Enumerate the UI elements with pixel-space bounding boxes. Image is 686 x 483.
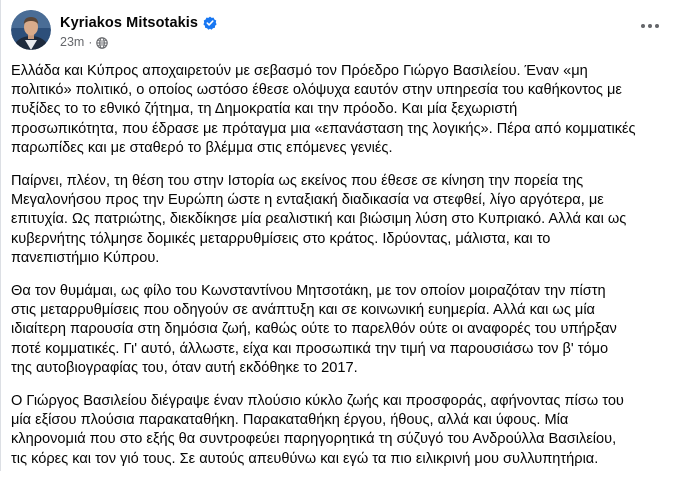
post-paragraph-2: Παίρνει, πλέον, τη θέση του στην Ιστορία ως εκείνος που έθεσε σε κίνηση την πορεία της Μεγαλονήσου προς την Ευρώπη ώστε η ενταξιακή διαδικασία να στεφθεί, λίγο αργότερα, με επιτυχία. Ως πατριώτης, διεκδίκησε μία ρεαλιστική και βιώσιμη λύση στο Κυπριακό. Αλλά και ως κυβερνήτης τόλμησε δομικές μεταρρυθμίσεις στο κράτος. Ιδρύοντας, μάλιστα, και το πανεπιστήμιο Κύπρου.	[11, 173, 627, 266]
post-timestamp[interactable]: 23m	[60, 35, 85, 49]
globe-icon[interactable]	[96, 36, 108, 48]
verified-badge-icon	[203, 16, 217, 30]
post-paragraph-3: Θα τον θυμάμαι, ως φίλο του Κωνσταντίνου Μητσοτάκη, με τον οποίον μοιραζόταν την πίστη στις μεταρρυθμίσεις που οδηγούν σε ανάπτυξη και σε κοινωνική ευημερία. Αλλά και ως μία ιδιαίτερη παρουσία στη δημόσια ζωή, καθώς ούτε το παρελθόν ούτε οι αναφορές του υπήρξαν ποτέ κομματικές. Γι' αυτό, άλλωστε, είχα και προσωπικά την τιμή να παρουσιάσω τον β' τόμο της αυτοβιογραφίας του, όταν αυτή εκδόθηκε το 2017.	[11, 283, 617, 376]
separator-dot: ·	[88, 35, 93, 49]
avatar-photo	[11, 10, 51, 50]
post-paragraph-4: Ο Γιώργος Βασιλείου διέγραψε έναν πλούσιο κύκλο ζωής και προσφοράς, αφήνοντας πίσω του μία εξίσου πλούσια παρακαταθήκη. Παρακαταθήκη έργου, ήθους, αλλά και ύφους. Μία κληρονομιά που στο εξής θα συντροφεύει παρηγορητικά τη σύζυγό του Ανδρούλλα Βασιλείου, τις κόρες και τον γιό τους. Σε αυτούς απευθύνω και εγώ τα πιο ειλικρινή μου συλλυπητήρια.	[11, 393, 624, 467]
more-options-icon[interactable]	[632, 8, 668, 44]
post-text	[11, 62, 671, 483]
author-name[interactable]: Kyriakos Mitsotakis	[60, 15, 199, 31]
avatar[interactable]	[11, 10, 51, 50]
post-paragraph-1: Ελλάδα και Κύπρος αποχαιρετούν με σεβασμό τον Πρόεδρο Γιώργο Βασιλείου. Έναν «μη πολιτικό» πολιτικό, ο οποίος ωστόσο έθεσε ολόψυχα εαυτόν στην υπηρεσία του καθήκοντος με πυξίδες το το εθνικό ζήτημα, τη Δημοκρατία και την πρόοδο. Και μία ξεχωριστή προσωπικότητα, που έδρασε με πρόταγμα μια «επανάσταση της λογικής». Πέρα από κομματικές παρωπίδες και με σταθερό το βλέμμα στις επόμενες γενιές.	[11, 63, 636, 156]
post-header	[11, 10, 217, 54]
